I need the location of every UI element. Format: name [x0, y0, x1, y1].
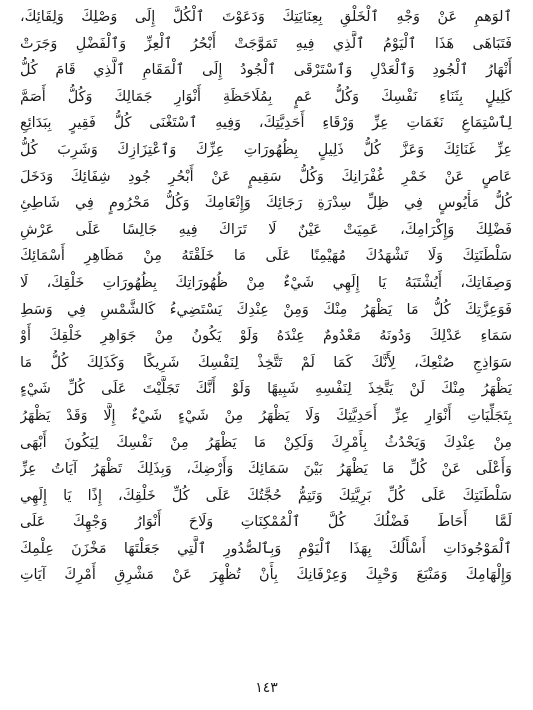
text-line-2: فَتَبَاهَى هَذَا ٱلْيَوْمُ ٱلَّذِي فِيهِ تَمَوَّجَتْ أَبْحُرُ ٱلْعِزِّ وَٱلْفَضْلِ وَجَرَتْ: [20, 35, 512, 52]
text-line-14: سَوَاذِجِ صُنْعِكَ، لِأَنَّكَ كَمَا لَمْ تَتَّخِذْ لِنَفْسِكَ شَرِيكًا وَكَذَلِكَ كُلُّ مَا: [20, 354, 512, 371]
text-line-15: يَظْهَرُ مِنْكَ لَنْ يَتَّخِذَ لِنَفْسِهِ شَبِيهًا وَلَوْ أَنَّكَ تَجَلَّيْتَ عَلَى كُلِّ شَيْءٍ: [20, 381, 512, 398]
text-line-4: كَلِيلٍ بِثَنَاءِ نَفْسِكَ وَكُلُّ عَمٍ بِمُلَاحَظَةِ أَنْوَارِ جَمَالِكَ وَكُلُّ أَصَمَّ: [20, 88, 512, 105]
text-line-20: لَمَّا أَحَاطَ فَضْلُكَ كُلَّ ٱلْمُمْكِنَاتِ وَلَاحَ أَنْوَارُ وَجْهِكَ عَلَى: [20, 514, 512, 531]
text-line-17: مِنْ عِنْدِكَ وَيَحْدُثُ بِأَمْرِكَ وَلَكِنْ مَا يَظْهَرُ مِنْ نَفْسِكَ لِيَكُونَ أَبْهَى: [20, 434, 512, 451]
text-line-3: أَنْهَارُ ٱلْجُودِ وَٱلْعَدْلِ وَٱسْتَرْقَى ٱلْجُودُ إِلَى ٱلْمَقَامِ ٱلَّذِي قَامَ كُلُّ: [20, 62, 512, 79]
text-line-13: سَمَاءِ عَدْلِكَ وَدُونَهُ مَعْدُومٌ عِنْدَهُ وَلَوْ يَكُونُ مِنْ جَوَاهِرِ خَلْقِكَ أَوْ: [20, 328, 512, 345]
text-line-22: وَإِلْهَامِكَ وَمَنْبَعَ وَحْيِكَ وَعِرْفَانِكَ بِأَنْ تُظْهِرَ عَنْ مَشْرِقِ أَمْرِكَ آيَاتِ: [20, 567, 512, 584]
text-line-8: كُلُّ مَأْيُوسٍ فِي ظِلِّ سِدْرَةِ رَجَائِكَ وَإِنْعَامِكَ وَكُلُّ مَحْرُومٍ فِي شَاطِئِ: [20, 195, 512, 212]
text-line-10: سَلْطَنَتِكَ وَلَا تَشْهَدُكَ مُهَيْمِنًا عَلَى مَا خَلَقْتَهُ مِنْ مَظَاهِرِ أَسْمَائِكَ: [20, 248, 512, 265]
text-line-5: لِٱسْتِمَاعِ نَغَمَاتِ عِزِّ وَرْقَاءِ أَحَدِيَّتِكَ، وَفِيهِ ٱسْتَغْنَى كُلُّ فَقِيرٍ بِبَدَائِعِ: [20, 115, 512, 132]
text-line-12: فَوَعِزَّتِكَ كُلُّ مَا يَظْهَرُ مِنْكَ وَمِنْ عِنْدِكَ يَسْتَضِيءُ كَالشَّمْسِ فِي وَسَطِ: [20, 301, 512, 318]
text-line-11: وَصِفَاتِكَ، أَيُشْتَبَهُ يَا إِلَهِي شَيْءٌ مِنْ ظُهُورَاتِكَ بِظُهُورَاتِ خَلْقِكَ، لَا: [20, 274, 512, 291]
text-line-19: سَلْطَنَتِكَ عَلَى كُلِّ بَرِيَّتِكَ وَتَتِمُّ حُجَّتُكَ عَلَى كُلِّ خَلْقِكَ، إِذًا يَا إِلَهِي: [20, 487, 512, 504]
text-line-21: ٱلْمَوْجُودَاتِ أَسْأَلُكَ بِهَذَا ٱلْيَوْمِ وَبِٱلصُّدُورِ ٱلَّتِي جَعَلْتَهَا مَخْزَنَ عِلْمِكَ: [20, 540, 512, 557]
text-line-18: وَأَعْلَى عَنْ كُلِّ مَا يَظْهَرُ بَيْنَ سَمَائِكَ وَأَرْضِكَ، وَبِذَلِكَ تَظْهَرُ آيَاتُ عِزِّ: [20, 461, 512, 478]
page-number: ١٤٣: [255, 680, 278, 696]
text-line-6: عِزِّ غَنَائِكَ وَعَزَّ كُلُّ ذَلِيلٍ بِظُهُورَاتِ عِزِّكَ وَٱعْتِزَازِكَ وَشَرِبَ كُلُّ: [20, 141, 512, 158]
text-line-1: ٱلوَهمِ عَنْ وَجْهِ ٱلْخَلْقِ بِعِنَايَتِكَ وَدَعَوْتَ ٱلْكُلَّ إِلَى وَصْلِكَ وَلِقَائِكَ،: [20, 9, 512, 25]
body-text: [20, 4, 512, 589]
text-line-16: بِتَجَلِّيَاتِ أَنْوَارِ عِزِّ أَحَدِيَّتِكَ وَلَا يَظْهَرُ مِنْ شَيْءٍ شَيْءٌ إِلَّا وَقَدْ يَظْهَرُ: [20, 407, 512, 424]
text-line-7: عَاصٍ عَنْ خَمْرِ غُفْرَانِكَ وَكُلُّ سَقِيمٍ عَنْ أَبْحُرِ جُودِ شِفَائِكَ وَدَخَلَ: [20, 168, 512, 185]
text-line-9: فَضْلِكَ وَإِكْرَامِكَ، عَمِيَتْ عَيْنٌ لَا تَرَاكَ فِيهِ جَالِسًا عَلَى عَرْشِ: [20, 221, 512, 238]
